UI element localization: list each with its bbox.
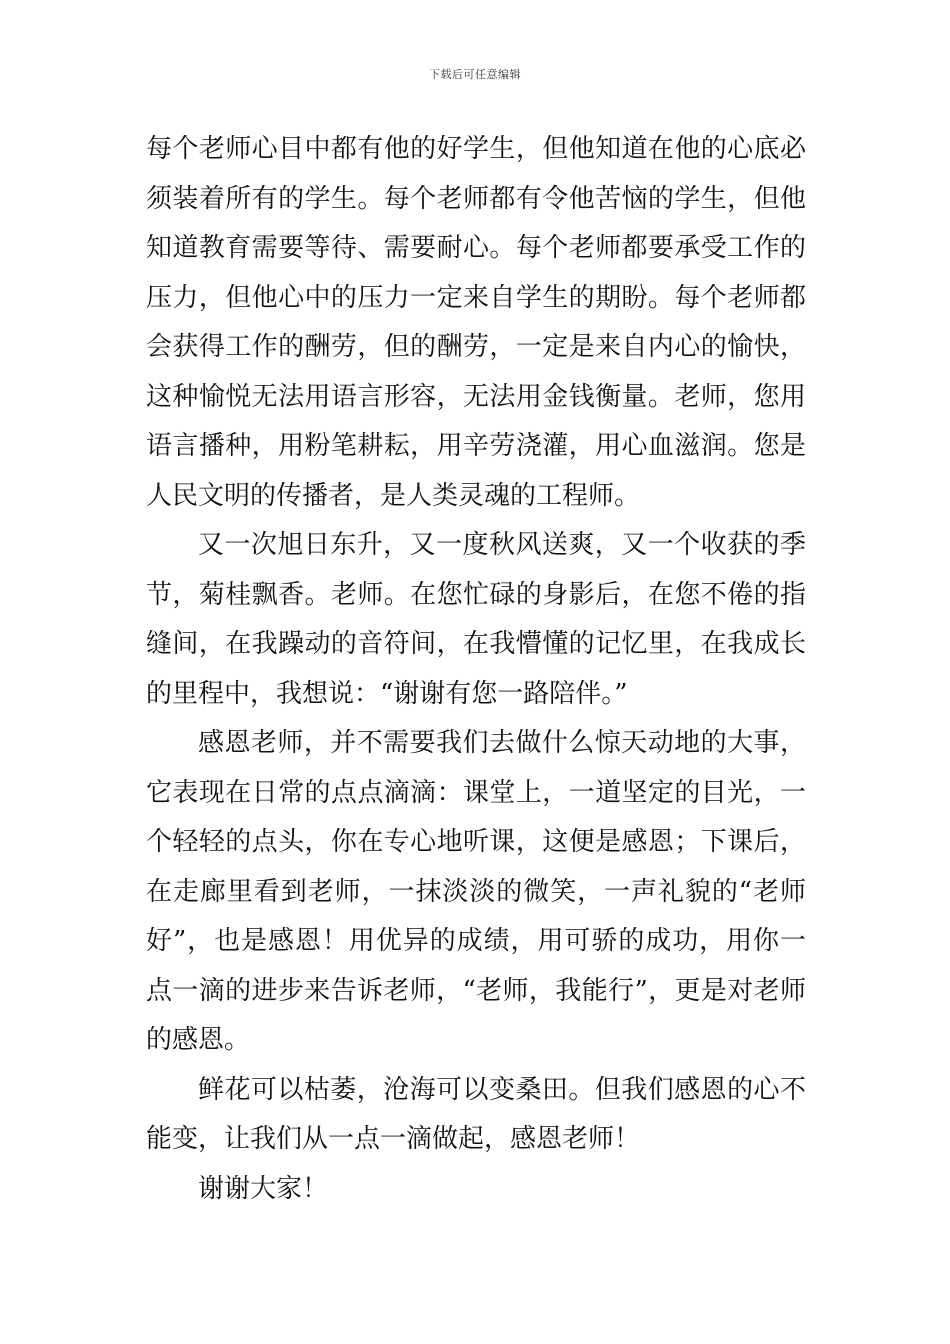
paragraph-4: 鲜花可以枯萎，沧海可以变桑田。但我们感恩的心不能变，让我们从一点一滴做起，感恩老师！ <box>146 1074 806 1154</box>
page-header-note: 下载后可任意编辑 <box>429 68 521 81</box>
paragraph-2: 又一次旭日东升，又一度秋风送爽，又一个收获的季节，菊桂飘香。老师。在您忙碌的身影后，在您不倦的指缝间，在我躁动的音符间，在我懵懂的记忆里，在我成长的里程中，我想说：“谢谢有您一路陪伴。” <box>146 530 806 709</box>
paragraph-3: 感恩老师，并不需要我们去做什么惊天动地的大事，它表现在日常的点点滴滴：课堂上，一道坚定的目光，一个轻轻的点头，你在专心地听课，这便是感恩；下课后，在走廊里看到老师，一抹淡淡的微笑，一声礼貌的“老师好”，也是感恩！用优异的成绩，用可骄的成功，用你一点一滴的进步来告诉老师，“老师，我能行”，更是对老师的感恩。 <box>146 728 806 1055</box>
paragraph-5: 谢谢大家！ <box>198 1173 329 1204</box>
document-body <box>146 125 806 1214</box>
paragraph-1: 每个老师心目中都有他的好学生，但他知道在他的心底必须装着所有的学生。每个老师都有令他苦恼的学生，但他知道教育需要等待、需要耐心。每个老师都要承受工作的压力，但他心中的压力一定来自学生的期盼。每个老师都会获得工作的酬劳，但的酬劳，一定是来自内心的愉快，这种愉悦无法用语言形容，无法用金钱衡量。老师，您用语言播种，用粉笔耕耘，用辛劳浇灌，用心血滋润。您是人民文明的传播者，是人类灵魂的工程师。 <box>146 134 806 511</box>
